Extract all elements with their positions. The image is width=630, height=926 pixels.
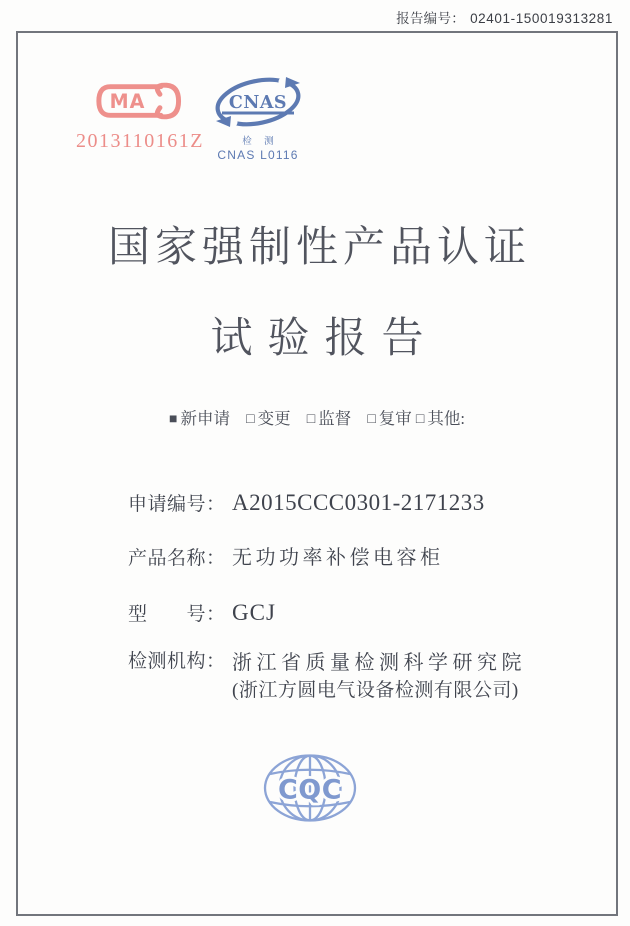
checkbox-empty-icon: □ xyxy=(306,412,316,427)
checkbox-new-application xyxy=(169,409,230,428)
checkbox-empty-icon: □ xyxy=(367,412,376,427)
checkbox-supervision xyxy=(307,409,351,428)
field-testing-agency xyxy=(128,651,526,703)
cma-accreditation-block xyxy=(76,80,204,153)
checkbox-other xyxy=(416,409,465,428)
field-product-name xyxy=(128,546,444,571)
sub-title: 试验报告 xyxy=(210,316,439,362)
field-label: 型 号： xyxy=(128,604,226,625)
cma-certificate-code: 2013110161Z xyxy=(76,130,204,152)
checkbox-label: 其他: xyxy=(427,409,465,428)
checkbox-empty-icon: □ xyxy=(246,412,255,427)
field-value: A2015CCC0301-2171233 xyxy=(232,490,485,515)
field-value: 无功功率补偿电容柜 xyxy=(232,547,444,569)
cma-ma-letters: MA xyxy=(109,90,146,114)
field-model xyxy=(128,599,276,627)
checkbox-checked-icon: ■ xyxy=(169,412,178,427)
cnas-accreditation-block xyxy=(208,76,308,162)
checkbox-review xyxy=(367,409,411,428)
field-label: 检测机构： xyxy=(128,651,226,672)
checkbox-label: 新申请 xyxy=(180,409,230,428)
main-title: 国家强制性产品认证 xyxy=(107,225,531,271)
checkbox-empty-icon: □ xyxy=(415,412,425,427)
cqc-letters: CQC xyxy=(277,774,343,806)
checkbox-label: 监督 xyxy=(318,409,352,428)
application-type-row xyxy=(18,405,616,429)
cqc-mark-block xyxy=(262,753,358,825)
border-frame xyxy=(16,31,618,916)
field-application-number xyxy=(128,489,485,517)
field-value: GCJ xyxy=(232,600,276,625)
cnas-letters: CNAS xyxy=(228,93,288,113)
checkbox-label: 复审 xyxy=(378,409,412,428)
cqc-globe-icon xyxy=(262,753,358,823)
checkbox-label: 变更 xyxy=(257,409,291,428)
cnas-lab-code: CNAS L0116 xyxy=(217,148,299,162)
report-number-label: 报告编号： xyxy=(396,11,466,26)
field-value-line2: (浙江方圆电气设备检测有限公司) xyxy=(232,680,519,701)
field-label: 申请编号： xyxy=(128,494,226,515)
cnas-caption: 检 测 xyxy=(242,137,279,147)
field-label: 产品名称： xyxy=(128,548,226,569)
field-value-block xyxy=(232,651,526,703)
field-value: 浙江省质量检测科学研究院 xyxy=(232,652,526,674)
checkbox-change xyxy=(246,409,290,428)
report-number-value: 02401-150019313281 xyxy=(470,11,613,26)
cma-mark-icon xyxy=(94,80,182,122)
report-number xyxy=(396,7,613,27)
cnas-mark-icon xyxy=(213,76,303,128)
